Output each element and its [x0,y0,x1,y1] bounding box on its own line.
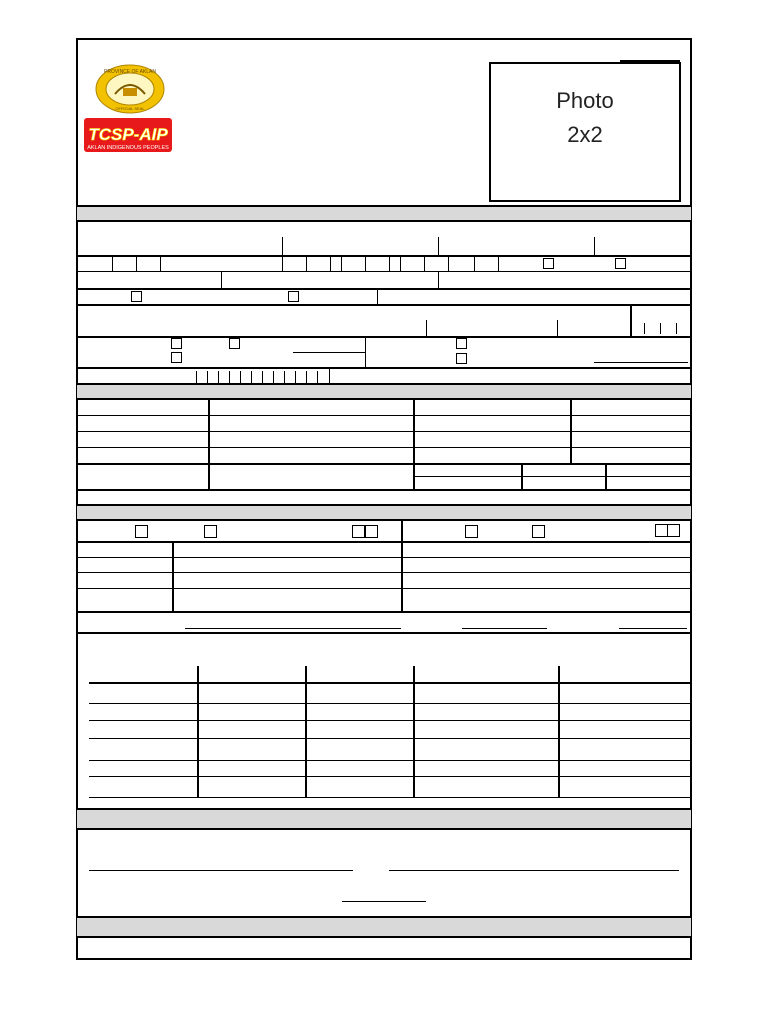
units-line [619,628,687,629]
svg-text:TCSP-AIP: TCSP-AIP [88,125,168,144]
row-line [77,632,691,634]
svg-text:OFFICIAL SEAL: OFFICIAL SEAL [115,106,145,111]
row-line [77,271,691,272]
divider [521,464,523,489]
divider [401,521,403,611]
row-line [77,572,691,573]
row-line [77,557,691,558]
row-line [77,541,691,543]
school-checkbox-2[interactable] [204,525,217,538]
signature-line-parent [389,870,679,871]
civil-status-checkbox-1[interactable] [131,291,142,302]
divider [605,464,607,489]
section-band-family [77,383,691,400]
svg-text:AKLAN INDIGENOUS PEOPLES: AKLAN INDIGENOUS PEOPLES [87,145,169,151]
ip-checkbox-other[interactable] [171,352,182,363]
divider [630,305,632,336]
row-line [77,336,691,338]
photo-size-label: 2x2 [567,122,603,147]
zip-cell [660,323,661,334]
zip-cell [676,323,677,334]
divider [426,320,427,336]
school-checkbox-1[interactable] [135,525,148,538]
date-line [342,901,426,902]
row-line [77,367,691,369]
pwd-checkbox-no[interactable] [456,353,467,364]
divider [282,237,283,256]
school-checkbox-6b[interactable] [667,524,680,537]
row-line [413,476,691,477]
divider [594,237,595,256]
school-checkbox-3a[interactable] [352,525,365,538]
row-line [77,611,691,613]
civil-status-checkbox-2[interactable] [288,291,299,302]
section-band-personal [77,205,691,222]
school-checkbox-5[interactable] [532,525,545,538]
school-checkbox-4[interactable] [465,525,478,538]
signature-line-applicant [89,870,353,871]
sex-checkbox-male[interactable] [543,258,554,269]
divider [377,290,378,304]
ip-checkbox-no[interactable] [229,338,240,349]
province-seal-logo [95,64,165,114]
row-line [77,304,691,306]
row-line [77,463,691,465]
divider [570,400,572,464]
ip-checkbox-yes[interactable] [171,338,182,349]
pwd-checkbox-yes[interactable] [456,338,467,349]
section-band-office-use [77,916,691,938]
school-checkbox-3b[interactable] [365,525,378,538]
divider [438,272,439,288]
divider [221,272,222,288]
divider [172,541,174,611]
row-line [77,288,691,290]
row-line [77,431,691,432]
divider [557,320,558,336]
sex-checkbox-female[interactable] [615,258,626,269]
row-line [77,588,691,589]
year-line [462,628,547,629]
section-band-education [77,504,691,521]
svg-text:PROVINCE OF AKLAN: PROVINCE OF AKLAN [104,69,156,75]
divider [329,368,330,384]
row-line [77,489,691,491]
divider [365,337,366,367]
divider [438,237,439,256]
specify-line [293,352,365,353]
row-line [77,447,691,448]
divider [208,400,210,489]
course-line [185,628,401,629]
section-band-certification [77,808,691,830]
zip-cell [644,323,645,334]
photo-2x2-box [489,62,681,202]
photo-label: Photo [556,88,614,113]
specify-line [594,362,688,363]
tcsp-aip-logo [84,116,172,154]
row-line [77,415,691,416]
row-line [77,255,691,257]
